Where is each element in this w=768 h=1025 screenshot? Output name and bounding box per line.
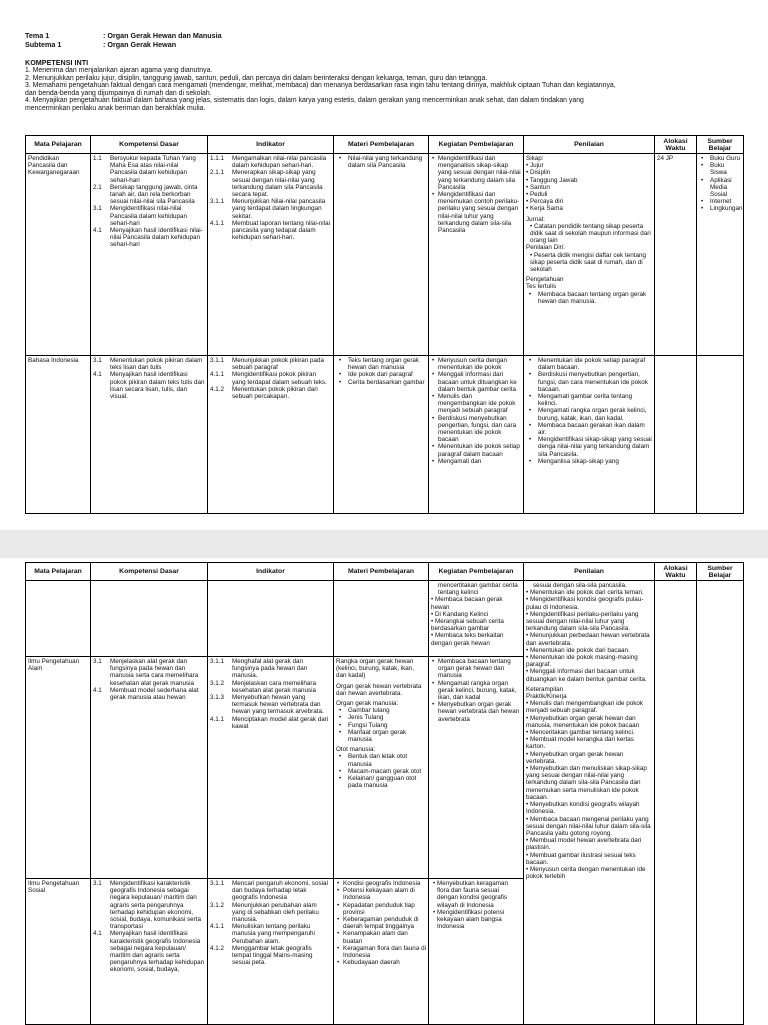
kegiatan-cell: • Membaca bacaan tentang organ gerak hewan dan manusia • Mengamati rangka organ gerak kelinci, burung, katak, ikan, dan kadal • Menyebutkan organ gerak hewan vertebrata dan hewan avertebrata (429, 657, 524, 879)
ki-list (25, 67, 743, 113)
ki-item: 1. Menerima dan menjalankan ajaran agama yang dianutnya. (25, 67, 213, 74)
page-gap (0, 530, 768, 558)
alokasi-cell (655, 356, 697, 514)
sumber-cell (697, 581, 744, 1025)
col-header: Materi Pembelajaran (334, 136, 429, 154)
materi-cell: • Teks tentang organ gerak hewan dan manusia • Ide pokok dari paragraf • Cerita berdasarkan gambar (334, 356, 429, 514)
indikator-cell: 3.1.1 Menghafal alat gerak dan fungsinya pada hewan dan manusia. 3.1.2 Menjelaskan cara memelihara kesehatan alat gerak manusia 3.1.3 Menyebutkan hewan yang termasuk hewan vertebrata dan hewan yang termasuk arvebrata. 4.1.1 Menciptakan model alat gerak dari kawat (208, 657, 334, 879)
mapel-cell (26, 581, 91, 657)
kegiatan-cell: • Menyebutkan keragaman flora dan fauna sesuai dengan kondisi geografis wilayah di Indonesia • Mengidentifikasi potensi kekayaan alam bangsa Indonesia (429, 879, 524, 1025)
ki-title: KOMPETENSI INTI (25, 58, 89, 67)
mapel-cell: Pendidikan Pancasila dan Kewarganegaraan (26, 154, 91, 356)
kd-cell: 1.1 Bersyukur kepada Tuhan Yang Maha Esa atas nilai-nilai Pancasila dalam kehidupan sehari-hari 2.1 Bersikap tanggung jawab, cinta tanah air, dan rela berkorban sesuai nilai-nilai sila Pancasila 3.1 Mengidentifikasi nilai-nilai Pancasila dalam kehidupan sehari-hari 4.1 Menyajikan hasil identifikasi nilai-nilai Pancasila dalam kehidupan sehari-hari (91, 154, 208, 356)
materi-cell: • Kondisi geografis Indonesia • Potensi kekayaan alam di Indonesia • Kepadatan penduduk tiap provinsi • Keberagaman penduduk di daerah tempat tinggalnya • Kenampakan alam dan buatan • Keragaman flora dan fauna di Indonesia • Kebudayaan daerah (334, 879, 429, 1025)
col-header: Mata Pelajaran (26, 563, 91, 581)
kegiatan-cell: mencertitakan gambar cerita tentang kelinci • Membaca bacaan gerak hewan • Di Kandang Kelinci • Merangkai sebuah cerita berdasarkan gambar • Membaca teks berkaitan dengan gerak hewan (429, 581, 524, 657)
mapel-cell: Ilmu Pengetahuan Alam (26, 657, 91, 879)
penilaian-cell: Sikap: • Jujur • Disiplin • Tanggung Jawab • Santun • Peduli • Percaya diri • Kerja Sama Jurnal: • Catatan pendidik tentang sikap peserta didik saat di sekolah maupun informasi dari orang lain Penilaian Diri: • Peserta didik mengisi daftar cek tentang sikap peserta didik saat di rumah, dan di sekolah Pengetahuan Tes tertulis • Membaca bacaan tentang organ gerak hewan dan manusia. (524, 154, 655, 356)
alokasi-cell: 24 JP (655, 154, 697, 356)
col-header: Penilaian (524, 136, 655, 154)
table-row-bindo (26, 356, 744, 514)
col-header: Sumber Belajar (697, 136, 744, 154)
subtema-value: : Organ Gerak Hewan (103, 40, 177, 49)
col-header: Penilaian (524, 563, 655, 581)
syllabus-table-page1 (25, 135, 744, 514)
table-header-row (26, 136, 744, 154)
indikator-cell: 1.1.1 Mengamalkan nilai-nilai pancasila dalam kehidupan sehari-hari. 2.1.1 Menerapkan sikap-sikap yang sesuai dengan nilai-nilai yang terkandung dalam sila Pancasila secara tepat. 3.1.1 Menunjukkan Nilai-nilai pancasila yang terdapat dalam lingkungan sekitar. 4.1.1 Membuat laporan tentang nilai-nilai pancasila yang tedapat dalam kehidupan sehari-hari. (208, 154, 334, 356)
table-row-continuation (26, 581, 744, 657)
penilaian-cell: sesuai dengan sila-sila pancasila. • Menentukan ide pokok dari cerita teman. • Mengidentifikasi kondisi geografis pulau-pulau di Indonesia. • Mengidentifikasi perilaku-perilaku yang sesuai dengan nilai-nilai luhur yang terkandung dalam sila-sila Pancasila. • Menunjukkan perbedaan hewan vertebrata dan avertebrata. • Menentukan ide pokok dari bacaan. • Menentukan ide pokok masing-masing paragraf. • Menggali informasi dari bacaan untuk dituangkan ke dalam bentuk gambar cerita. Keterampilan Praktik/Kinerja • Menulis dan mengembangkan ide pokok menjadi sebuah paragraf. • Menyebutkan organ gerak hewan dan manusia, menentukan ide pokok bacaan • Menceritakan gambar tentang kelinci. • Membuat model kerangka dari kertas karton. • Menyebutkan organ gerak hewan vertebrata. • Menyebutkan dan menuliskan sikap-sikap yang sesuai dengan nilai-nilai yang terkandung dalam sila-sila Pancasila dan menemukan serta menuliskan ide pokok bacaan. • Menyebutkan kondisi geografis wilayah Indonesia. • Membaca bacaan mengenai perilaku yang sesuai dengan nilai-nilai luhur dalam sila-sila Pancasila yaitu gotong royong. • Membuat model hewan avertebrata dari plastisin. • Membuat gambar ilustrasi sesuai teks bacaan. • Menyusun cerita dengan menentukan ide pokok terlebih (524, 581, 655, 1025)
materi-cell: Rangka organ gerak hewan (kelinci, burung, katak, ikan, dan kadal) Organ gerak hewan vertebrata dan hewan avertebrata. Organ gerak manusia: • Gambar tulang • Jenis Tulang • Fungsi Tulang • Manfaat organ gerak manusia Otot manusia: • Bentuk dan letak otot manusia • Macam-macam gerak otot • Kelainan/ gangguan otot pada manusia (334, 657, 429, 879)
materi-cell (334, 581, 429, 657)
ki-item: 2. Menunjukkan perilaku jujur, disiplin, tanggung jawab, santun, peduli, dan percaya diri dalam berinteraksi dengan keluarga, teman, guru dan tetangga. (25, 74, 488, 82)
col-header: Sumber Belajar (697, 563, 744, 581)
kd-cell: 3.1 Mengidentifikasi karakteristik geografis Indonesia sebagai negara kepulauan/ maritim dan agraris serta pengaruhnya terhadap kehidupan ekonomi, sosial, budaya, komunikasi serta transportasi 4.1 Menyajikan hasil identifikasi karakteristik geografis Indonesia sebagai negara kepulauan/ maritim dan agraris serta pengaruhnya terhadap kehidupan ekonomi, sosial, budaya, (91, 879, 208, 1025)
indikator-cell (208, 581, 334, 657)
tema-value: : Organ Gerak Hewan dan Manusia (103, 31, 222, 40)
indikator-cell: 3.1.1 Menunjukkan pokok pikiran pada sebuah paragraf 4.1.1 Mengidentifikasi pokok pikiran yang terdapat dalam sebuah teks. 4.1.2 Menentukan pokok pikiran dari sebuah percakapan. (208, 356, 334, 514)
ki-item: 3. Memahami pengetahuan faktual dengan cara mengamati (mendengar, melihat, membaca) dan menanya berdasarkan rasa ingin tahu tentang dirinya, makhluk ciptaan Tuhan dan kegiatannya, (25, 82, 616, 90)
ki-item: 4. Menyajikan pengetahuan faktual dalam bahasa yang jelas, sistematis dan logis, dalam karya yang estetis, dalam gerakan yang mencerminkan anak sehat, dan dalam tindakan yang (25, 97, 584, 105)
tema-label: Tema 1 (25, 31, 50, 40)
alokasi-cell (655, 581, 697, 1025)
document-page-2 (0, 558, 768, 1024)
col-header: Mata Pelajaran (26, 136, 91, 154)
col-header: Kompetensi Dasar (91, 136, 208, 154)
subtema-label: Subtema 1 (25, 40, 62, 49)
kd-cell: 3.1 Menentukan pokok pikiran dalam teks lisan dan tulis 4.1 Menyajikan hasil identifikasi pokok pikiran dalam teks tulis dan lisan secara lisan, tulis, dan visual. (91, 356, 208, 514)
col-header: Alokasi Waktu (655, 136, 697, 154)
subtema-line (25, 40, 177, 49)
col-header: Materi Pembelajaran (334, 563, 429, 581)
kd-cell: 3.1 Menjelaskan alat gerak dan fungsinya pada hewan dan manusia serta cara memelihara kesehatan alat gerak manusia 4.1 Membuat model sederhana alat gerak manusia atau hewan (91, 657, 208, 879)
kegiatan-cell: • Menyusun cerita dengan menentukan ide pokok • Menggali informasi dari bacaan untuk dituangkan ke dalam bentuk gambar cerita • Menulis dan mengembangkan ide pokok menjadi sebuah paragraf • Berdiskusi menyebutkan pengertian, fungsi, dan cara menentukan ide pokok bacaan • Menentukan ide pokok setiap paragraf dalam bacaan • Mengamati dan (429, 356, 524, 514)
kegiatan-cell: • Mengidentifikasi dan menganalisis sikap-sikap yang sesuai dengan nilai-nilai yang terkandung dalam sila Pancasila • Mengidentifikasi dan menemukan contoh perilaku-perilaku yang sesuai dengan nilai-nilai luhur yang terkandung dalam sila-sila Pancasila (429, 154, 524, 356)
indikator-cell: 3.1.1 Mencari pengaruh ekonomi, sosial dan budaya terhadap letak geografis Indonesia 3.1.2 Menunjukkan perubahan alam yang di sebabkan oleh perilaku manusia. 4.1.1 Menuliskan tentang perilaku manusia yang mempengaruhi Perubahan alam. 4.1.2 Menggambar letak geografis tempat tinggal Mains-masing sesuai peta. (208, 879, 334, 1025)
penilaian-cell: • Menentukan ide pokok setiap paragraf dalam bacaan. • Berdiskusi menyebutkan pengertian, fungsi, dan cara menentukan ide pokok bacaan. • Mengamati gambar cerita tentang kelinci. • Mengamati rangka organ gerak kelinci, burung, katak, ikan, dan kadal. • Membaca bacaan gerakan ikan dalam air. • Mengidentifikasi sikap-sikap yang sesuai denga nilai-nilai yang terkandung dalam sila Pancasila. • Menganlisa sikap-sikap yang (524, 356, 655, 514)
kd-cell (91, 581, 208, 657)
col-header: Kompetensi Dasar (91, 563, 208, 581)
table-row-ppkn (26, 154, 744, 356)
mapel-cell: Ilmu Pengetahuan Sosial (26, 879, 91, 1025)
col-header: Indikator (208, 136, 334, 154)
col-header: Kegiatan Pembelajaran (429, 563, 524, 581)
table-header-row (26, 563, 744, 581)
materi-cell: • Nilai-nilai yang terkandung dalam sila Pancasila (334, 154, 429, 356)
tema-line (25, 31, 222, 40)
col-header: Kegiatan Pembelajaran (429, 136, 524, 154)
mapel-cell: Bahasa Indonesia (26, 356, 91, 514)
col-header: Alokasi Waktu (655, 563, 697, 581)
ki-item: mencerminkan perilaku anak beriman dan berakhlak mulia. (25, 104, 206, 112)
sumber-cell (697, 356, 744, 514)
col-header: Indikator (208, 563, 334, 581)
ki-item: dan benda-benda yang dijumpainya di rumah dan di sekolah. (25, 89, 212, 97)
sumber-cell: • Buku Guru • Buku Siswa • Aplikasi Media Sosial • Internet • Lingkungan (697, 154, 744, 356)
syllabus-table-page2 (25, 562, 744, 1025)
